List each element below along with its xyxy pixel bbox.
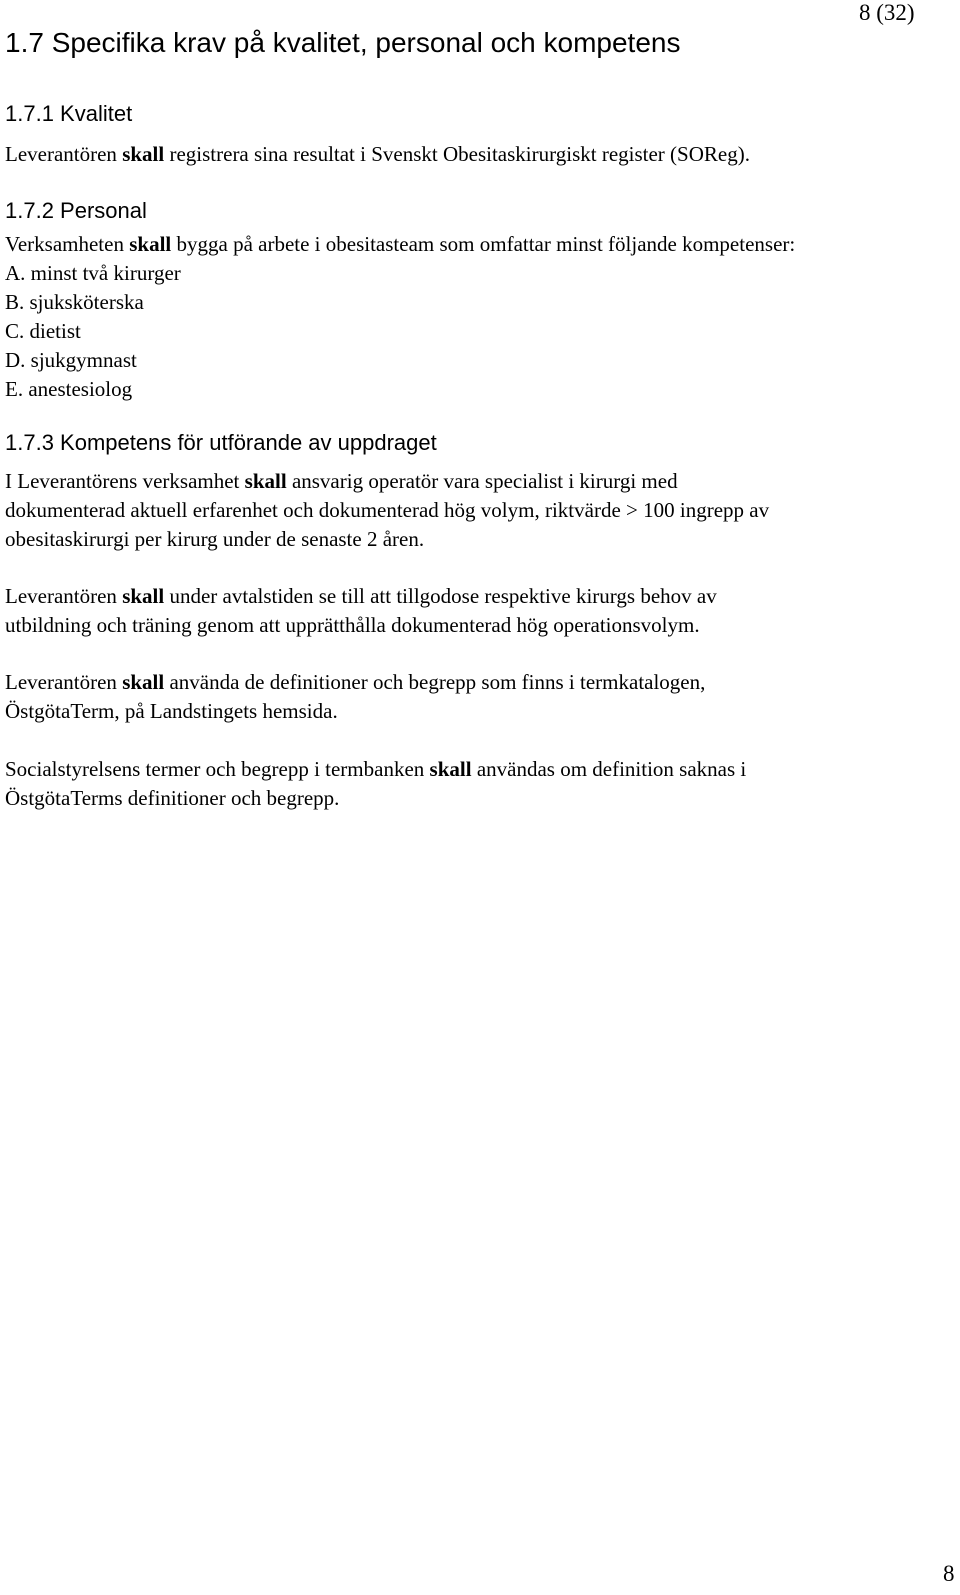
section-heading-1-7-1: 1.7.1 Kvalitet — [5, 101, 133, 126]
list-item: C. dietist — [5, 319, 81, 343]
bold-term: skall — [429, 757, 472, 781]
text-run: använda de definitioner och begrepp som finns i termkatalogen, — [164, 670, 706, 694]
competence-paragraph-3 — [5, 668, 705, 726]
text-run: Verksamheten — [5, 232, 130, 256]
competence-paragraph-4 — [5, 755, 746, 813]
text-line: ÖstgötaTerms definitioner och begrepp. — [5, 786, 340, 810]
section-heading-1-7: 1.7 Specifika krav på kvalitet, personal och kompetens — [5, 27, 681, 58]
text-run: ansvarig operatör vara specialist i kirurgi med — [286, 469, 678, 493]
text-run: Leverantören — [5, 142, 123, 166]
competence-paragraph-2 — [5, 582, 717, 640]
text-line — [5, 467, 769, 496]
text-run: under avtalstiden se till att tillgodose respektive kirurgs behov av — [164, 584, 717, 608]
text-run: Leverantören — [5, 584, 123, 608]
text-run: Leverantören — [5, 670, 123, 694]
competence-paragraph-1 — [5, 467, 769, 554]
list-item: A. minst två kirurger — [5, 261, 181, 285]
page-counter: 8 (32) — [859, 0, 915, 25]
quality-paragraph — [5, 140, 750, 169]
text-run: användas om definition saknas i — [471, 757, 747, 781]
list-item: B. sjuksköterska — [5, 290, 144, 314]
text-line: ÖstgötaTerm, på Landstingets hemsida. — [5, 699, 338, 723]
bold-term: skall — [244, 469, 287, 493]
text-line — [5, 668, 705, 697]
text-run: registrera sina resultat i Svenskt Obesitaskirurgiskt register (SOReg). — [164, 142, 750, 166]
bold-term: skall — [129, 232, 172, 256]
text-run: I Leverantörens verksamhet — [5, 469, 245, 493]
competence-list — [5, 259, 181, 404]
text-line — [5, 582, 717, 611]
text-line: obesitaskirurgi per kirurg under de senaste 2 åren. — [5, 527, 425, 551]
personnel-intro — [5, 230, 795, 259]
text-line: utbildning och träning genom att upprätthålla dokumenterad hög operationsvolym. — [5, 613, 700, 637]
text-run: Socialstyrelsens termer och begrepp i termbanken — [5, 757, 430, 781]
page-number: 8 — [943, 1561, 955, 1586]
section-heading-1-7-2: 1.7.2 Personal — [5, 198, 147, 223]
text-line — [5, 755, 746, 784]
list-item: E. anestesiolog — [5, 377, 133, 401]
list-item: D. sjukgymnast — [5, 348, 137, 372]
bold-term: skall — [122, 670, 165, 694]
bold-term: skall — [122, 142, 165, 166]
section-heading-1-7-3: 1.7.3 Kompetens för utförande av uppdraget — [5, 430, 437, 455]
text-run: bygga på arbete i obesitasteam som omfattar minst följande kompetenser: — [171, 232, 796, 256]
text-line: dokumenterad aktuell erfarenhet och dokumenterad hög volym, riktvärde > 100 ingrepp av — [5, 498, 770, 522]
bold-term: skall — [122, 584, 165, 608]
